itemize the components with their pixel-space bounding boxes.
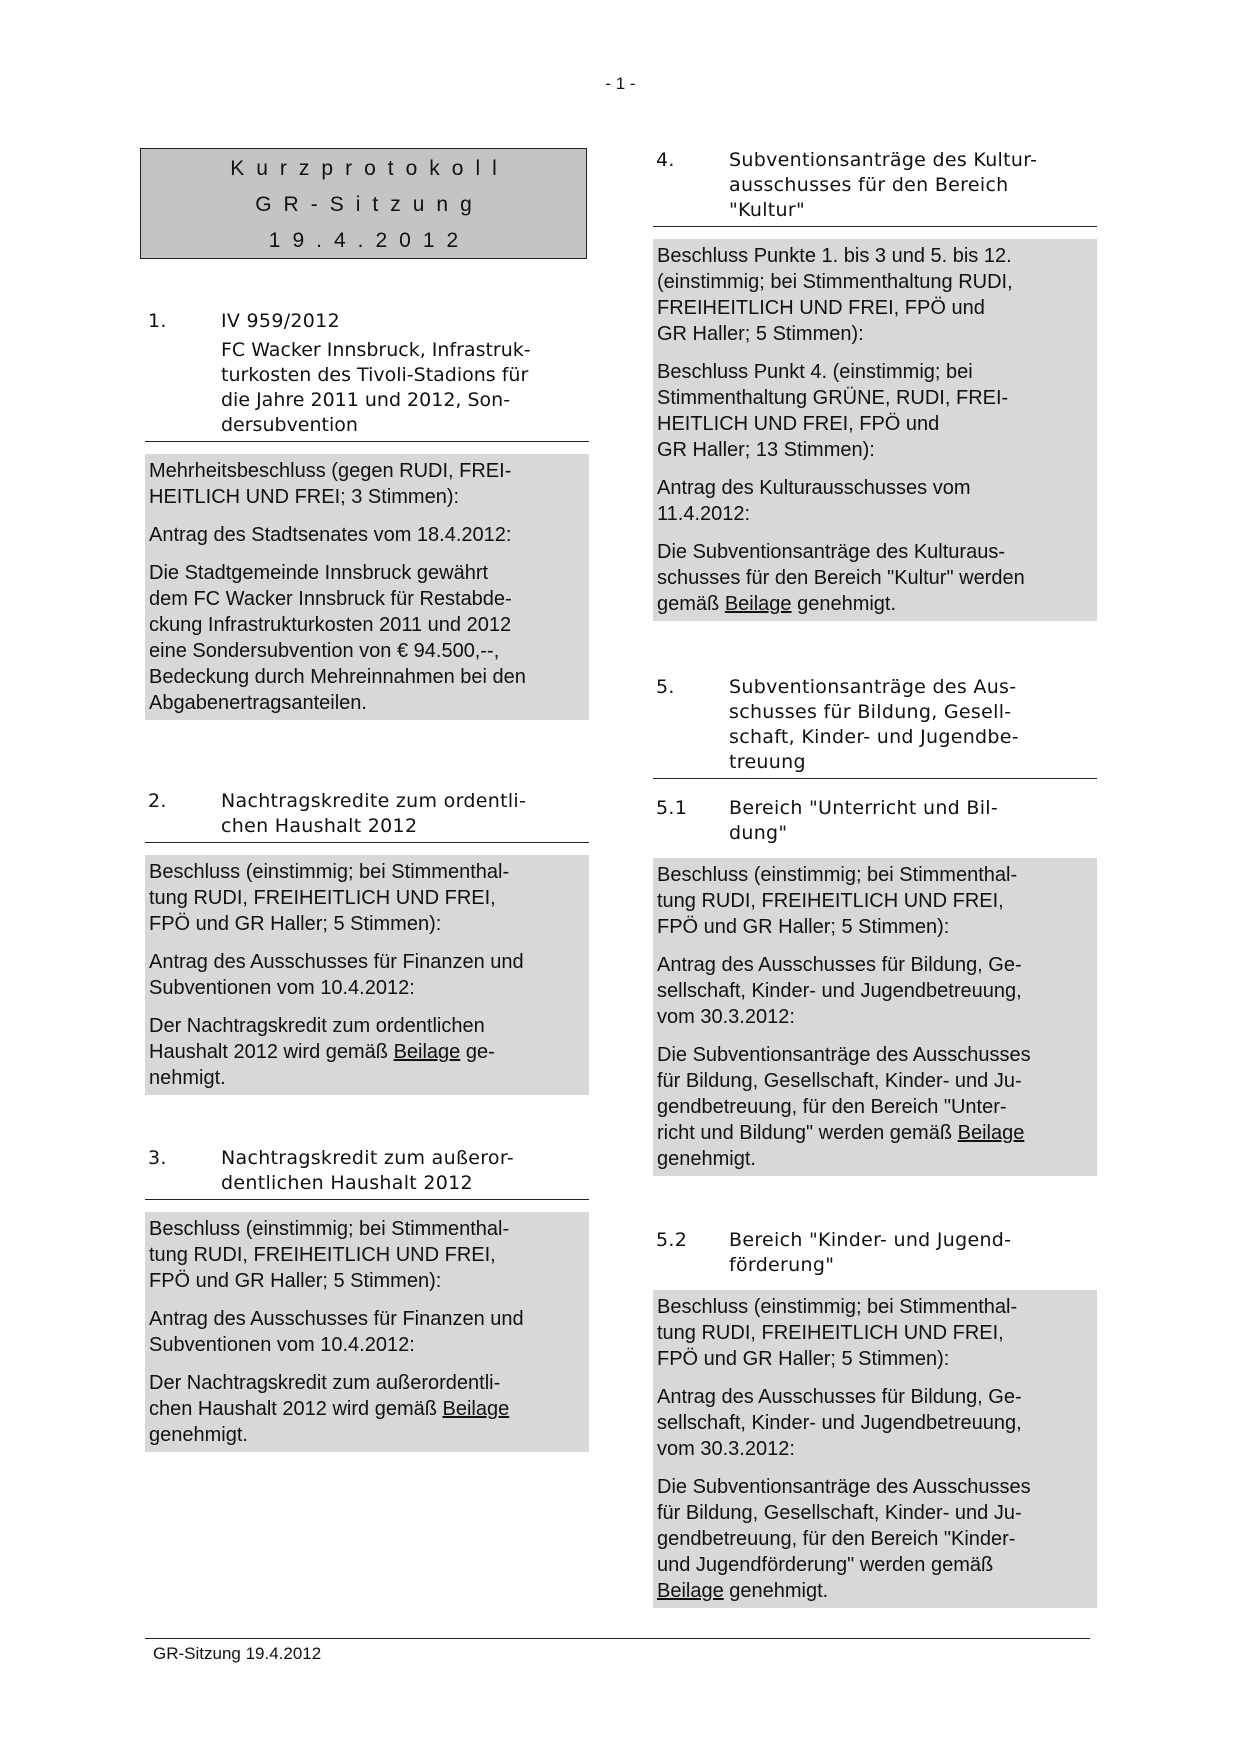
item-3-title: Nachtragskredit zum außeror- dentlichen Haushalt 2012 (221, 1147, 514, 1194)
item-5-1-text: Die Subventionsanträge des Ausschusses für Bildung, Gesellschaft, Kinder- und Ju- gendbetreuung, für den Bereich "Unter- richt und Bildung" werden gemäß Beilage genehmigt. (657, 1044, 1031, 1170)
item-1-number: 1. (148, 310, 167, 332)
item-1-motion: Antrag des Stadtsenates vom 18.4.2012: (149, 524, 512, 546)
item-3-rule (145, 1199, 589, 1200)
item-3-decision: Beschluss (einstimmig; bei Stimmenthal- tung RUDI, FREIHEITLICH UND FREI, FPÖ und GR Haller; 5 Stimmen): (149, 1218, 510, 1292)
item-5 (653, 675, 1097, 779)
page-number: - 1 - (605, 74, 636, 93)
title-line-1: Kurzprotokoll (230, 157, 509, 180)
item-5-2-title: Bereich "Kinder- und Jugend- förderung" (729, 1229, 1012, 1276)
item-1-heading (145, 309, 589, 334)
beilage-link[interactable]: Beilage (957, 1122, 1025, 1144)
item-5-2-decision: Beschluss (einstimmig; bei Stimmenthal- tung RUDI, FREIHEITLICH UND FREI, FPÖ und GR Haller; 5 Stimmen): (657, 1296, 1018, 1370)
item-5-number: 5. (656, 676, 675, 698)
item-2-heading (145, 789, 589, 839)
item-5-1-decision-box (653, 858, 1097, 1176)
item-1-title: IV 959/2012 (221, 310, 340, 332)
item-2-decision-box (145, 855, 589, 1095)
item-5-1-decision: Beschluss (einstimmig; bei Stimmenthal- tung RUDI, FREIHEITLICH UND FREI, FPÖ und GR Haller; 5 Stimmen): (657, 864, 1018, 938)
item-4-motion: Antrag des Kulturausschusses vom 11.4.2012: (657, 477, 971, 525)
item-5-heading (653, 675, 1097, 775)
item-2-title: Nachtragskredite zum ordentli- chen Haushalt 2012 (221, 790, 527, 837)
title-box (140, 148, 587, 259)
item-2 (145, 789, 589, 1095)
item-5-2-heading (653, 1228, 1097, 1278)
item-1 (145, 309, 589, 720)
item-4-title: Subventionsanträge des Kultur- ausschusses für den Bereich "Kultur" (729, 149, 1038, 221)
item-3-text: Der Nachtragskredit zum außerordentli- chen Haushalt 2012 wird gemäß Beilage genehmigt. (149, 1372, 510, 1446)
item-5-1 (653, 796, 1097, 1176)
item-1-rule (145, 441, 589, 442)
item-2-rule (145, 842, 589, 843)
footer-text: GR-Sitzung 19.4.2012 (153, 1644, 322, 1663)
item-1-decision-box (145, 454, 589, 720)
item-4-rule (653, 226, 1097, 227)
item-1-subject: FC Wacker Innsbruck, Infrastruk- turkosten des Tivoli-Stadions für die Jahre 2011 und 2012, Son- dersubvention (221, 339, 531, 436)
item-5-1-number: 5.1 (656, 797, 688, 819)
item-5-title: Subventionsanträge des Aus- schusses für Bildung, Gesell- schaft, Kinder- und Jugendbe- treuung (729, 676, 1019, 773)
item-2-motion: Antrag des Ausschusses für Finanzen und Subventionen vom 10.4.2012: (149, 951, 524, 999)
item-2-decision: Beschluss (einstimmig; bei Stimmenthal- tung RUDI, FREIHEITLICH UND FREI, FPÖ und GR Haller; 5 Stimmen): (149, 861, 510, 935)
beilage-link[interactable]: Beilage (393, 1041, 461, 1063)
item-5-2-text: Die Subventionsanträge des Ausschusses für Bildung, Gesellschaft, Kinder- und Ju- gendbetreuung, für den Bereich "Kinder- und Jugendförderung" werden gemäß Beilage genehmigt. (657, 1476, 1031, 1602)
title-line-2: GR-Sitzung (255, 193, 484, 216)
item-3-number: 3. (148, 1147, 167, 1169)
item-4-decision-1: Beschluss Punkte 1. bis 3 und 5. bis 12. (einstimmig; bei Stimmenthaltung RUDI, FREIHEITLICH UND FREI, FPÖ und GR Haller; 5 Stimmen): (657, 245, 1013, 345)
item-5-2-decision-box (653, 1290, 1097, 1608)
beilage-link[interactable]: Beilage (724, 593, 792, 615)
item-4-decision-2: Beschluss Punkt 4. (einstimmig; bei Stimmenthaltung GRÜNE, RUDI, FREI- HEITLICH UND FREI, FPÖ und GR Haller; 13 Stimmen): (657, 361, 1009, 461)
item-5-2-motion: Antrag des Ausschusses für Bildung, Ge- sellschaft, Kinder- und Jugendbetreuung, vom 30.3.2012: (657, 1386, 1022, 1460)
item-1-decision: Mehrheitsbeschluss (gegen RUDI, FREI- HEITLICH UND FREI; 3 Stimmen): (149, 460, 512, 508)
item-2-number: 2. (148, 790, 167, 812)
item-4-decision-box (653, 239, 1097, 621)
item-5-1-title: Bereich "Unterricht und Bil- dung" (729, 797, 999, 844)
beilage-link[interactable]: Beilage (442, 1398, 510, 1420)
item-3 (145, 1146, 589, 1452)
item-4-number: 4. (656, 149, 675, 171)
item-3-heading (145, 1146, 589, 1196)
item-5-2-number: 5.2 (656, 1229, 688, 1251)
item-5-2 (653, 1228, 1097, 1608)
item-2-text: Der Nachtragskredit zum ordentlichen Haushalt 2012 wird gemäß Beilage ge- nehmigt. (149, 1015, 495, 1089)
item-5-1-motion: Antrag des Ausschusses für Bildung, Ge- sellschaft, Kinder- und Jugendbetreuung, vom 30.3.2012: (657, 954, 1022, 1028)
item-3-decision-box (145, 1212, 589, 1452)
beilage-link[interactable]: Beilage (657, 1580, 724, 1602)
item-5-1-heading (653, 796, 1097, 846)
item-4-text: Die Subventionsanträge des Kulturaus- schusses für den Bereich "Kultur" werden gemäß Beilage genehmigt. (657, 541, 1025, 615)
footer-rule (145, 1638, 1090, 1639)
item-4-heading (653, 148, 1097, 223)
item-1-text: Die Stadtgemeinde Innsbruck gewährt dem FC Wacker Innsbruck für Restabde- ckung Infrastrukturkosten 2011 und 2012 eine Sondersubvention von € 94.500,--, Bedeckung durch Mehreinnahmen bei den Abgabenertragsanteilen. (149, 562, 526, 714)
item-3-motion: Antrag des Ausschusses für Finanzen und Subventionen vom 10.4.2012: (149, 1308, 524, 1356)
item-5-rule (653, 778, 1097, 779)
title-line-3: 19.4.2012 (268, 229, 471, 252)
item-4 (653, 148, 1097, 621)
